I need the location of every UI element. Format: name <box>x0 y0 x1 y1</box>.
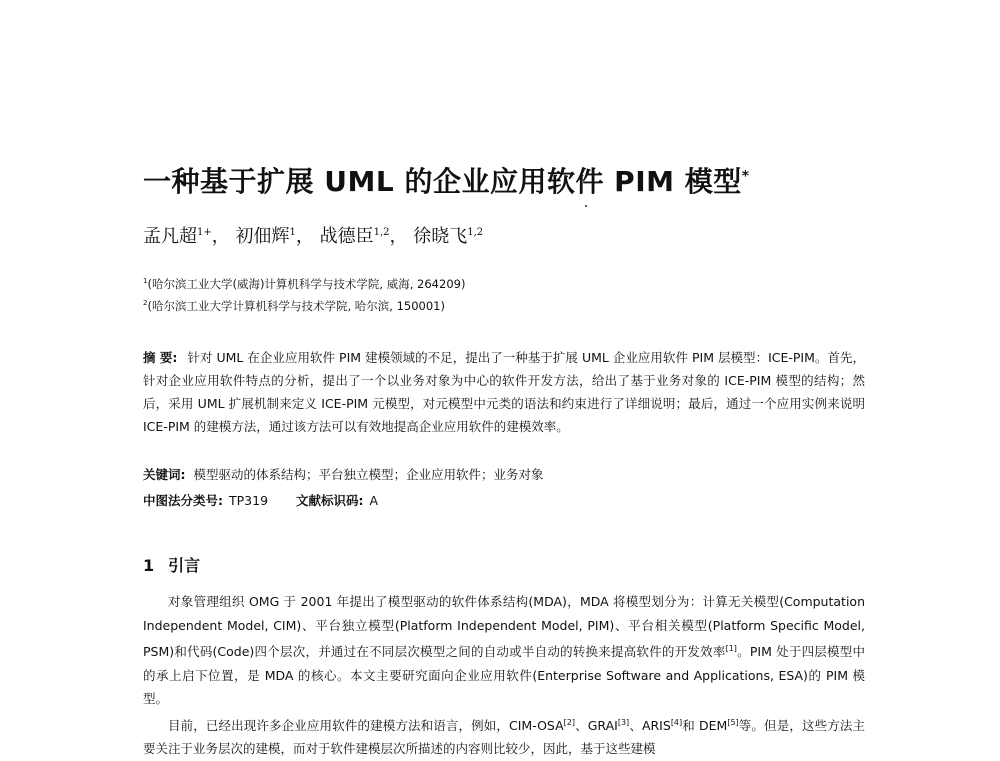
text-run: 目前，已经出现许多企业应用软件的建模方法和语言，例如，CIM-OSA <box>168 717 564 733</box>
affiliation-mark: 2 <box>143 299 148 308</box>
scan-speck <box>585 205 587 207</box>
keywords <box>143 465 544 483</box>
text-run: 、GRAI <box>574 717 618 733</box>
citation-ref: [4] <box>670 717 683 727</box>
citation-ref: [2] <box>563 717 575 727</box>
affiliation-line <box>143 276 465 292</box>
text-run: 等。但是，这些方法主要关注于业务层次的建模，而对于软件建模层次所描述的内容则比较少，因此，基于这些建模 <box>143 717 865 757</box>
author-affil-mark: 1 <box>289 227 296 238</box>
keywords-text: 模型驱动的体系结构；平台独立模型；企业应用软件；业务对象 <box>193 467 544 482</box>
affiliation-text: (哈尔滨工业大学(威海)计算机科学与技术学院, 威海, 264209) <box>147 277 466 291</box>
paragraph <box>143 711 865 761</box>
abstract-label: 摘 要: <box>143 350 178 365</box>
clc-label: 中图法分类号: <box>143 493 223 508</box>
abstract <box>143 346 865 438</box>
keywords-label: 关键词: <box>143 467 186 482</box>
paragraph <box>143 590 865 711</box>
title-text: 一种基于扩展 UML 的企业应用软件 PIM 模型 <box>143 165 742 198</box>
text-run: 、ARIS <box>629 717 671 733</box>
text-run: 对象管理组织 OMG 于 2001 年提出了模型驱动的软件体系结构(MDA)，MDA 将模型划分为：计算无关模型(Computation Independent Model, CIM)、平台独立模型(Platform Independent Model, PIM)、平台相关模型(Platform Specific Model, PSM)和代码(Code)四个层次，并通过在不同层次模型之间的自动或半自动的转换来提高软件的开发效率 <box>143 594 865 660</box>
author-name: 战德臣 <box>319 226 374 247</box>
clc-value: TP319 <box>229 493 269 508</box>
author-name: 初佃辉 <box>235 226 290 247</box>
citation-ref: [3] <box>617 717 630 727</box>
section-heading <box>143 553 200 576</box>
body-text <box>143 590 865 761</box>
doc-code-value: A <box>369 493 379 508</box>
affiliation-line <box>143 298 445 314</box>
text-run: 和 DEM <box>682 717 728 733</box>
citation-ref: [5] <box>727 717 739 727</box>
affiliation-mark: 1 <box>143 277 148 286</box>
author-separator: ， <box>211 226 230 247</box>
abstract-text: 针对 UML 在企业应用软件 PIM 建模领域的不足，提出了一种基于扩展 UML 企业应用软件 PIM 层模型：ICE-PIM。首先，针对企业应用软件特点的分析，提出了一个以业务对象为中心的软件开发方法，给出了基于业务对象的 ICE-PIM 模型的结构；然后，采用 UML 扩展机制来定义 ICE-PIM 元模型，对元模型中元类的语法和约束进行了详细说明；最后，通过一个应用实例来说明 ICE-PIM 的建模方法，通过该方法可以有效地提高企业应用软件的建模效率。 <box>143 350 865 434</box>
author-affil-mark: 1+ <box>197 227 212 238</box>
classification-line <box>143 491 378 509</box>
author-affil-mark: 1,2 <box>373 227 390 238</box>
doc-code-label: 文献标识码: <box>296 493 364 508</box>
author-affil-mark: 1,2 <box>467 227 484 238</box>
section-number: 1 <box>143 556 155 575</box>
author-name: 徐晓飞 <box>413 226 468 247</box>
text-run: 。PIM 处于四层模型中的承上启下位置，是 MDA 的核心。本文主要研究面向企业应用软件(Enterprise Software and Applications, ESA)的 PIM 模型。 <box>143 644 865 707</box>
paper-title <box>143 160 750 200</box>
title-footnote-mark: * <box>741 168 750 185</box>
author-name: 孟凡超 <box>143 226 197 247</box>
affiliation-text: (哈尔滨工业大学计算机科学与技术学院, 哈尔滨, 150001) <box>147 299 445 313</box>
section-title: 引言 <box>168 556 201 575</box>
author-list <box>143 222 483 248</box>
author-separator: ， <box>295 226 314 247</box>
author-separator: ， <box>389 226 408 247</box>
citation-ref: [1] <box>725 644 737 653</box>
